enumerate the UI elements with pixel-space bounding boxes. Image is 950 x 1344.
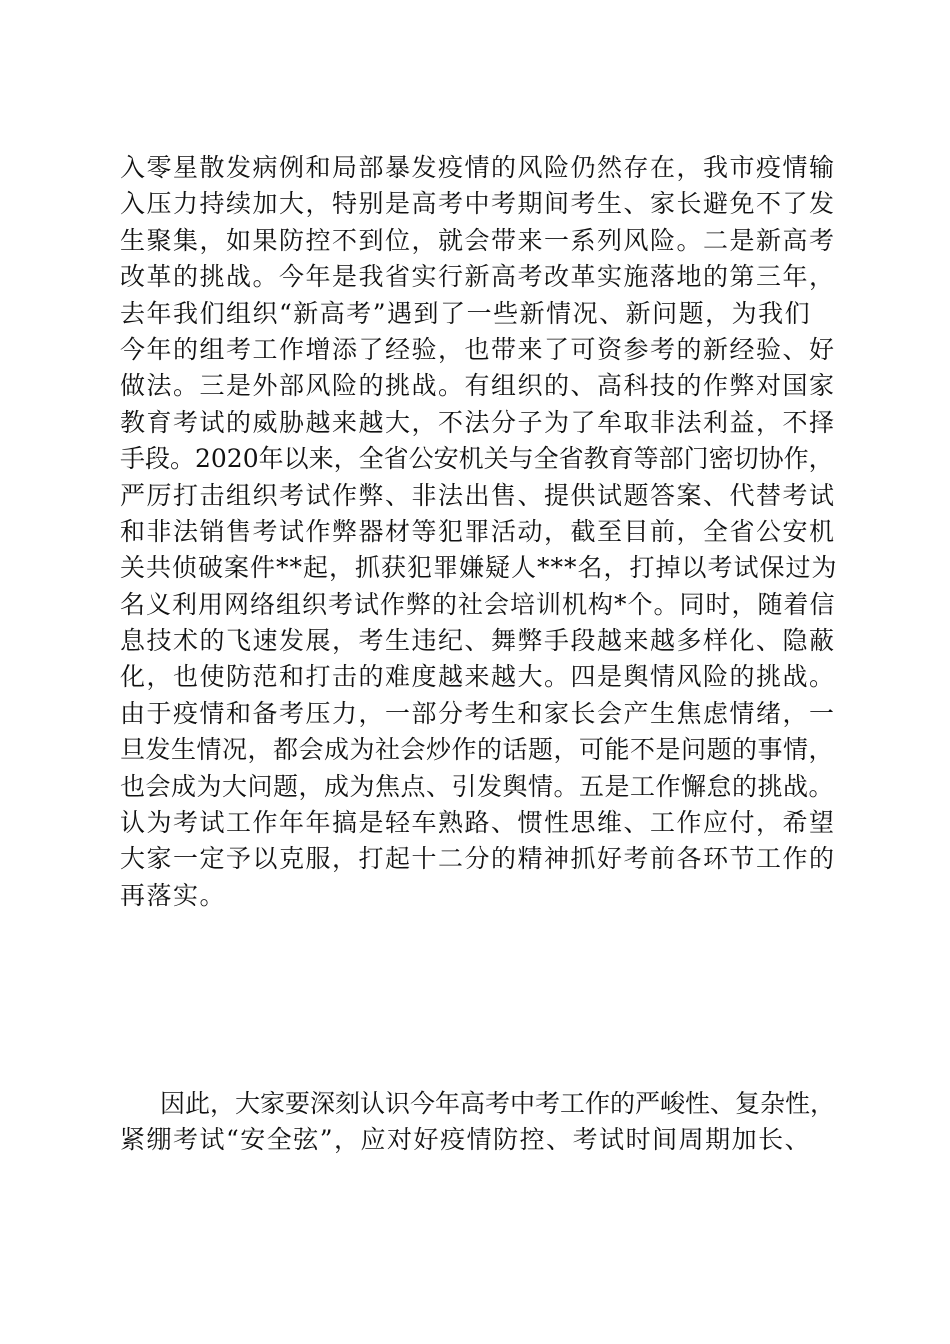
text-line: 紧绷考试“安全弦”，应对好疫情防控、考试时间周期加长、: [120, 1125, 812, 1155]
text-line: 大家一定予以克服，打起十二分的精神抓好考前各环节工作的: [120, 844, 836, 874]
text-line: 生聚集，如果防控不到位，就会带来一系列风险。二是新高考: [120, 225, 836, 255]
text-line: 改革的挑战。今年是我省实行新高考改革实施落地的第三年，: [120, 262, 836, 292]
text-line: 入零星散发病例和局部暴发疫情的风险仍然存在，我市疫情输: [120, 153, 836, 182]
text-line: 严厉打击组织考试作弊、非法出售、提供试题答案、代替考试: [120, 480, 836, 510]
text-line: 做法。三是外部风险的挑战。有组织的、高科技的作弊对国家: [120, 371, 836, 401]
text-line: 教育考试的威胁越来越大，不法分子为了牟取非法利益，不择: [120, 407, 836, 437]
text-line: 今年的组考工作增添了经验，也带来了可资参考的新经验、好: [120, 334, 836, 364]
text-line: 再落实。: [120, 880, 227, 910]
text-line: 入压力持续加大，特别是高考中考期间考生、家长避免不了发: [120, 189, 836, 219]
text-line: 认为考试工作年年搞是轻车熟路、惯性思维、工作应付，希望: [120, 808, 836, 838]
text-line: 和非法销售考试作弊器材等犯罪活动，截至目前，全省公安机: [120, 516, 836, 546]
text-line: 名义利用网络组织考试作弊的社会培训机构*个。同时，随着信: [120, 589, 836, 619]
text-line: 去年我们组织“新高考”遇到了一些新情况、新问题，为我们: [120, 298, 812, 328]
text-line: 由于疫情和备考压力，一部分考生和家长会产生焦虑情绪，一: [120, 698, 836, 728]
text-line: 化，也使防范和打击的难度越来越大。四是舆情风险的挑战。: [120, 662, 836, 692]
text-line: 关共侦破案件**起，抓获犯罪嫌疑人***名，打掉以考试保过为: [120, 553, 838, 583]
text-line: 因此，大家要深刻认识今年高考中考工作的严峻性、复杂性，: [160, 1089, 836, 1118]
text-line: 旦发生情况，都会成为社会炒作的话题，可能不是问题的事情，: [120, 735, 835, 765]
paragraph-2: [120, 1086, 840, 1159]
text-line: 也会成为大问题，成为焦点、引发舆情。五是工作懈怠的挑战。: [120, 771, 835, 801]
text-line: 息技术的飞速发展，考生违纪、舞弊手段越来越多样化、隐蔽: [120, 626, 836, 656]
text-line: 手段。2020年以来，全省公安机关与全省教育等部门密切协作，: [120, 444, 834, 474]
paragraph-1: [120, 150, 840, 914]
